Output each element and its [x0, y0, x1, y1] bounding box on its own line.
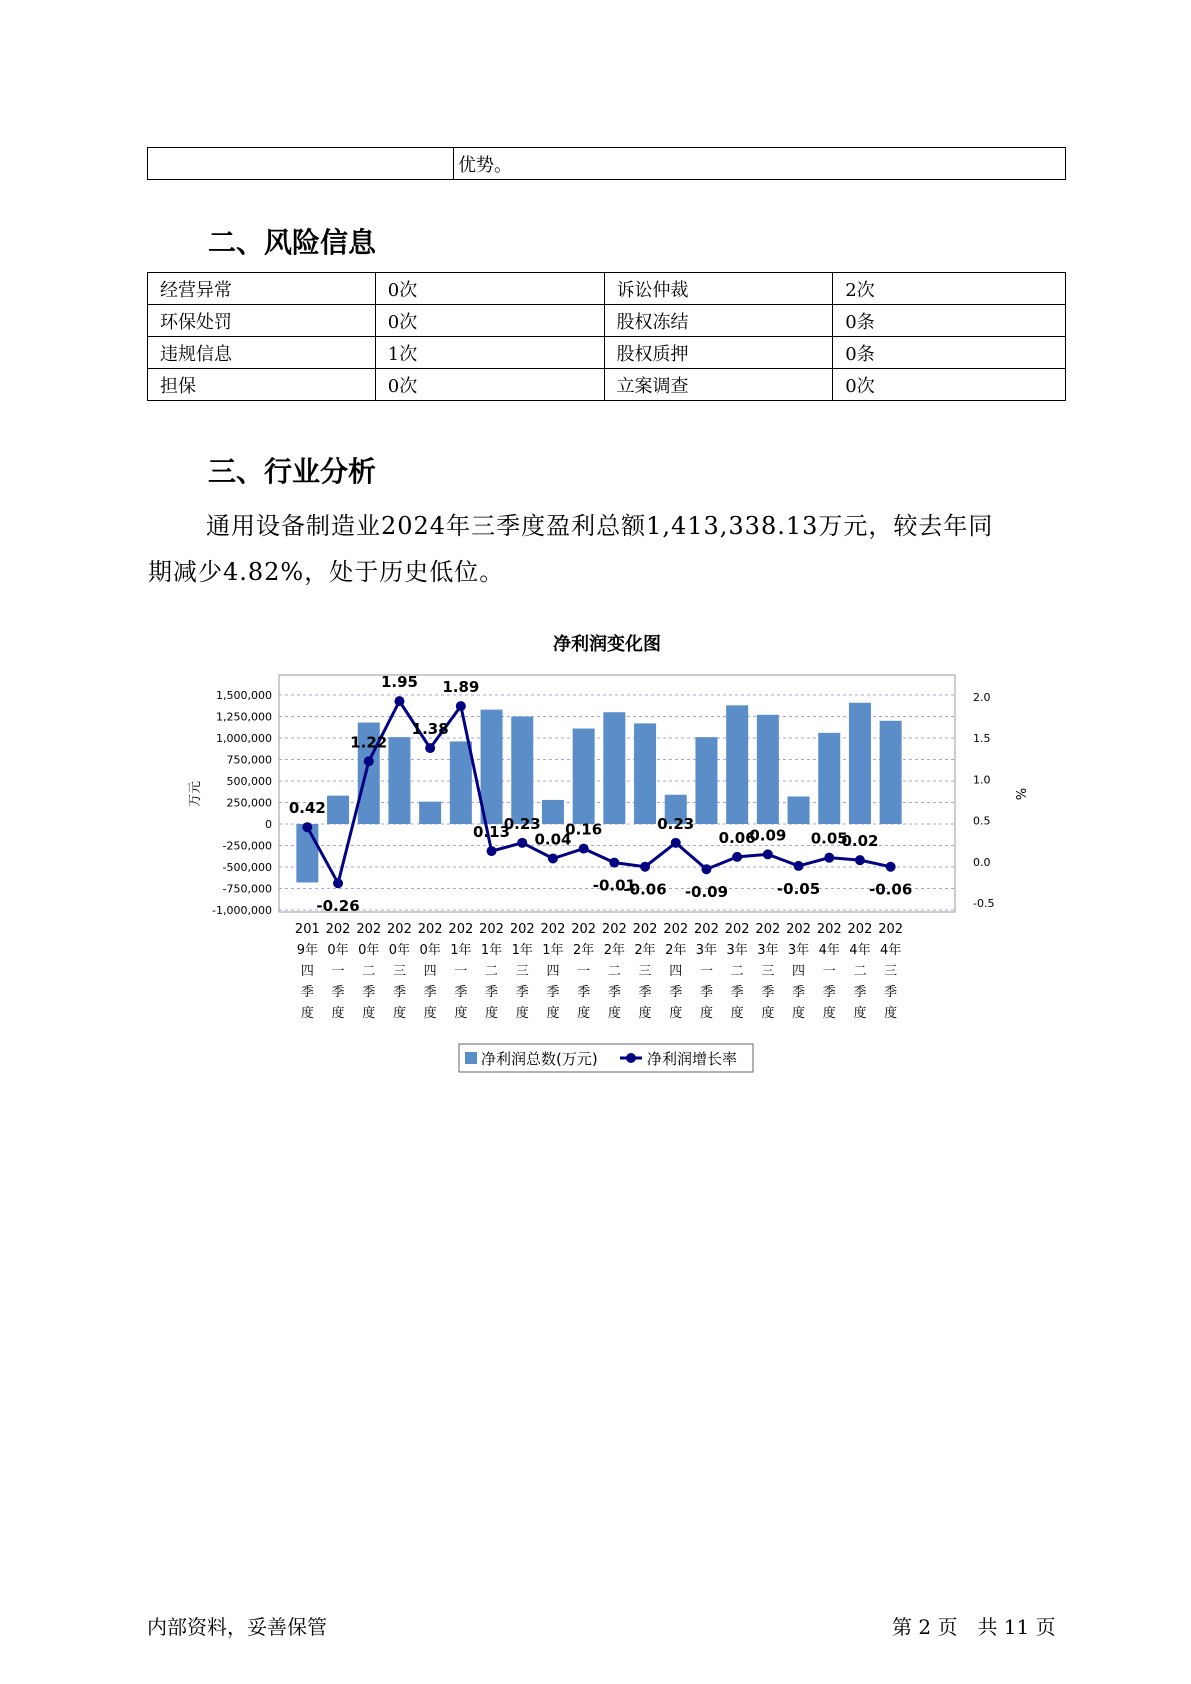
growth-rate-point [579, 844, 589, 854]
growth-rate-label: 0.06 [718, 828, 756, 847]
y-tick-label: 1,000,000 [216, 732, 272, 745]
growth-rate-point [701, 864, 711, 874]
x-tick-label: 202 4年三季度 [878, 922, 904, 1021]
risk-value: 1次 [375, 337, 604, 369]
y-tick-label: -500,000 [222, 861, 272, 874]
bar [603, 712, 625, 824]
bar [695, 737, 717, 824]
risk-label: 违规信息 [148, 337, 376, 369]
bar [419, 802, 441, 824]
y2-tick-label: -0.5 [973, 897, 995, 910]
risk-label: 诉讼仲裁 [604, 273, 833, 305]
y-tick-label: 250,000 [226, 796, 272, 810]
x-tick-label: 202 2年四季度 [663, 922, 689, 1021]
growth-rate-label: 0.23 [657, 814, 695, 833]
growth-rate-label: 0.04 [534, 830, 572, 849]
bar [880, 721, 902, 824]
growth-rate-point [364, 756, 374, 766]
growth-rate-label: 1.22 [350, 733, 388, 752]
legend-bar-swatch [465, 1052, 477, 1064]
x-tick-label: 202 0年四季度 [417, 922, 443, 1021]
bar [511, 717, 533, 825]
footer-page-number: 第 2 页 共 11 页 [892, 1615, 1056, 1639]
risk-label: 立案调查 [604, 369, 833, 401]
x-tick-label: 202 4年二季度 [847, 922, 873, 1021]
growth-rate-point [425, 743, 435, 753]
growth-rate-point [640, 862, 650, 872]
growth-rate-label: 0.16 [565, 820, 603, 839]
x-tick-label: 202 1年二季度 [479, 922, 504, 1021]
bar [634, 723, 656, 824]
risk-value: 0次 [375, 369, 604, 401]
x-tick-label: 202 3年一季度 [694, 922, 719, 1021]
growth-rate-label: 0.23 [503, 814, 541, 833]
growth-rate-point [394, 696, 404, 706]
growth-rate-point [302, 822, 312, 832]
growth-rate-label: -0.06 [869, 880, 913, 899]
y-tick-label: -1,000,000 [212, 904, 272, 917]
bar [757, 715, 779, 824]
analysis-paragraph-line2: 期减少4.82%，处于历史低位。 [148, 558, 505, 586]
x-tick-label: 202 0年三季度 [387, 922, 412, 1021]
analysis-paragraph-line1: 通用设备制造业2024年三季度盈利总额1,413,338.13万元，较去年同 [206, 512, 994, 540]
footer-left: 内部资料，妥善保管 [147, 1615, 327, 1639]
bar [296, 824, 318, 882]
bar [788, 796, 810, 824]
y-tick-label: 1,250,000 [216, 710, 272, 724]
growth-rate-point [517, 838, 527, 848]
growth-rate-point [824, 853, 834, 863]
y2-tick-label: 1.0 [973, 773, 991, 787]
risk-value: 0条 [833, 337, 1066, 369]
y-tick-label: 0 [265, 818, 272, 831]
growth-rate-label: -0.09 [684, 883, 729, 902]
growth-rate-point [671, 838, 681, 848]
growth-rate-label: 1.38 [411, 720, 449, 739]
growth-rate-label: 1.89 [442, 678, 480, 697]
x-tick-label: 202 0年二季度 [356, 922, 382, 1021]
y2-tick-label: 2.0 [973, 691, 991, 704]
section2-title: 二、风险信息 [208, 226, 377, 259]
growth-rate-point [487, 846, 497, 856]
bar [573, 729, 595, 824]
growth-rate-point [794, 861, 804, 871]
growth-rate-point [732, 852, 742, 862]
growth-rate-label: 0.05 [810, 829, 848, 848]
x-tick-label: 202 1年三季度 [509, 922, 535, 1021]
risk-label: 担保 [148, 369, 376, 401]
growth-rate-label: 0.09 [749, 826, 787, 845]
growth-rate-point [333, 878, 343, 888]
y2-tick-label: 0.5 [973, 814, 991, 828]
risk-value: 0次 [375, 273, 604, 305]
x-tick-label: 202 3年三季度 [755, 922, 781, 1021]
risk-value: 0次 [375, 305, 604, 337]
bar [388, 737, 410, 824]
y-tick-label: 1,500,000 [216, 689, 272, 702]
y-tick-label: -750,000 [222, 882, 272, 896]
growth-rate-label: -0.26 [316, 897, 360, 916]
growth-rate-point [855, 855, 865, 865]
risk-label: 经营异常 [148, 273, 376, 305]
risk-value: 2次 [833, 273, 1066, 305]
section3-title: 三、行业分析 [208, 455, 377, 488]
bar [818, 733, 840, 824]
y-tick-label: 750,000 [226, 753, 272, 767]
y-tick-label: -250,000 [222, 839, 272, 853]
y2-tick-label: 1.5 [973, 732, 991, 746]
bar [327, 796, 349, 824]
growth-rate-label: 0.42 [288, 799, 326, 818]
legend [459, 1044, 753, 1072]
x-tick-label: 202 1年四季度 [540, 922, 566, 1021]
x-tick-label: 202 2年一季度 [571, 922, 597, 1021]
x-tick-label: 202 3年二季度 [724, 922, 750, 1021]
y2-tick-label: 0.0 [973, 855, 991, 869]
x-tick-label: 202 4年一季度 [816, 922, 842, 1021]
growth-rate-point [886, 862, 896, 872]
x-tick-label: 202 3年四季度 [786, 922, 811, 1021]
legend-line-marker [626, 1053, 636, 1063]
risk-value: 0次 [833, 369, 1066, 401]
legend-line-label: 净利润增长率 [647, 1050, 738, 1068]
y-axis-label: 万元 [188, 780, 203, 808]
growth-rate-point [609, 858, 619, 868]
growth-rate-point [548, 854, 558, 864]
x-tick-label: 202 0年一季度 [325, 922, 351, 1021]
x-tick-label: 201 9年四季度 [294, 922, 320, 1021]
y2-axis-label: % [1012, 787, 1027, 801]
chart-title: 净利润变化图 [553, 634, 661, 655]
risk-label: 股权质押 [604, 337, 833, 369]
growth-rate-label: -0.01 [592, 876, 636, 895]
growth-rate-point [763, 849, 773, 859]
x-tick-label: 202 2年二季度 [601, 922, 627, 1021]
bar [542, 800, 564, 824]
risk-label: 环保处罚 [148, 305, 376, 337]
top-table-cell-right: 优势。 [454, 148, 1066, 180]
bar [450, 741, 472, 824]
x-tick-label: 202 2年三季度 [632, 922, 658, 1021]
bar [849, 703, 871, 824]
legend-bar-label: 净利润总数(万元) [481, 1050, 598, 1068]
growth-rate-label: -0.05 [776, 879, 821, 898]
growth-rate-label: -0.06 [623, 880, 667, 899]
growth-rate-label: 1.95 [380, 673, 418, 692]
risk-value: 0条 [833, 305, 1066, 337]
growth-rate-point [456, 701, 466, 711]
x-tick-label: 202 1年一季度 [448, 922, 474, 1021]
risk-label: 股权冻结 [604, 305, 833, 337]
bar [481, 710, 503, 824]
y-tick-label: 500,000 [226, 775, 272, 788]
growth-rate-label: 0.02 [841, 832, 879, 851]
growth-rate-label: 0.13 [473, 823, 511, 842]
bar [726, 705, 748, 824]
